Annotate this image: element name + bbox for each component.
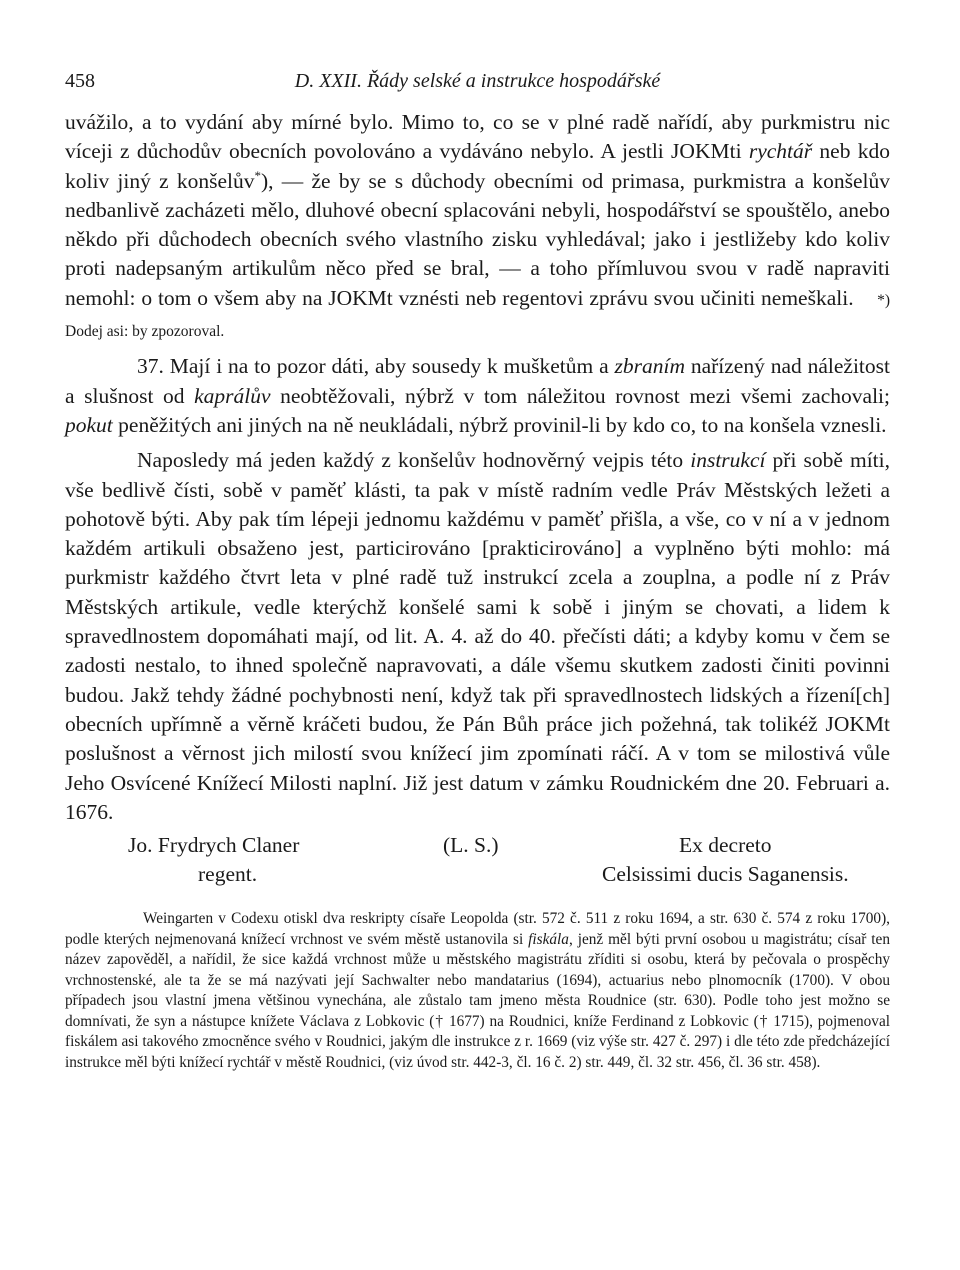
paragraph-continuation: uvážilo, a to vydání aby mírné bylo. Mimo to, co se v plné radě nařídí, aby purkmistru nic víceji z důchodův obecních povolováno a vydáváno nebylo. A jestli JOKMti rychtář neb kdo koliv jiný z konšelův*), — že by se s důchody obecními od primasa, purkmistra a konšelův nedbanlivě zacházeti mělo, dluhové obecní splacováni nebyli, hospodářství se spouštělo, anebo někdo při důchodech obecních svého vlastního zisku vyhledával; jako i jestližeby kdo koliv proti nadepsaným artikulům něco před se bral, — a toho přímluvou svou v radě napraviti nemohl: o tom o všem aby na JOKMt vznésti neb regentovi zprávu svou učiniti nemeškali. *) Dodej asi: by zpozoroval. — [65, 110, 891, 341]
italic-term: instrukcí — [690, 448, 766, 473]
footnote-marker: * — [254, 167, 262, 183]
page-number: 458 — [65, 70, 95, 92]
main-text — [65, 108, 890, 827]
signature-block — [65, 831, 890, 889]
book-page — [65, 58, 890, 1073]
inline-note: *) Dodej asi: by zpozoroval. — [65, 291, 890, 341]
italic-term: pokut — [65, 412, 113, 437]
italic-term: rychtář — [748, 139, 813, 164]
footnote: Weingarten v Codexu otiskl dva reskripty císaře Leopolda (str. 572 č. 511 z roku 1694, a str. 630 č. 574 z roku 1700), podle kterých nejmenovaná knížecí vrchnost ve svém městě ustanovila si fiskála, jenž měl býti první osobou u magistrátu; císař ten název zapověděl, a nařídil, že sice každá vrchnost může u městského magistrátu zříditi si osobu, která by pečovala o prospěchy vrchnostenské, ale ta že se má nazývati její Sachwalter nebo mandatarius (1694), actuarius nebo plnomocník (1700). V obou případech jsou vlastní jmena většinou vynechána, ale zůstalo tam jmeno města Roudnice (str. 630). Podle toho jest možno se domnívati, že syn a nástupce knížete Václava z Lobkovic († 1677) na Roudnici, kníže Ferdinand z Lobkovic († 1715), pojmenoval fiskálem asi takového zmocněnce svého v Roudnici, jakým dle instrukce z r. 1669 (viz výše str. 427 č. 297) i dle této zde předcházející instrukce měl býti knížecí rychtář v městě Roudnici, (viz úvod str. 442-3, čl. 16 č. 2) str. 449, čl. 32 str. 456, čl. 36 str. 458). — [65, 910, 890, 1071]
seal-mark: (L. S.) — [443, 833, 499, 858]
paragraph-37: 37. Mají i na to pozor dáti, aby sousedy k mušketům a zbraním nařízený nad náležitost a slušnost od kaprálův neobtěžovali, nýbrž v tom náležitou rovnost mezi všemi zachovali; pokut peněžitých ani jiných na ně neukládali, nýbrž provinil-li by kdo co, to na konšela vznesli. — [65, 354, 890, 437]
running-title: D. XXII. Řády selské a instrukce hospodářské — [294, 70, 661, 92]
paragraph-final: Naposledy má jeden každý z konšelův hodnověrný vejpis této instrukcí při sobě míti, vše bedlivě čísti, sobě v paměť klásti, ta pak v místě radním vedle Práv Městských ležeti a pohotově býti. Aby pak tím lépeji jednomu každému v paměť přišla, a vše, co v ní a v jednom každém artikuli obsaženo jest, particirováno [prakticirováno] a vyplněno býti mohlo: má purkmistr každého čtvrt leta v plné radě tuž instrukcí zcela a zouplna, a podle ní z Práv Městských artikule, vedle kterýchž konšelé sami k sobě i jiným se chovati, a lidem k spravedlnostem dopomáhati mají, od lit. A. 4. až do 40. přečísti dáti; a kdyby komu v čem se zadosti nestalo, to ihned společně napravovati, a dále všemu skutkem zadosti činiti povinni budou. Jakž tehdy žádné pochybnosti není, když tak při spravedlnostech lidských a řízení[ch] obecních upřímně a věrně kráčeti budou, že Pán Bůh práce jich požehná, tak tolikéž JOKMt poslušnost a věrnost jich milostí svou knížecí jim zpomínati ráčí. A v tom se milostivá vůle Jeho Osvícené Knížecí Milosti naplní. Již jest datum v zámku Roudnickém dne 20. Februari a. 1676. — [65, 448, 891, 824]
signatory-name: Jo. Frydrych Claner — [128, 833, 300, 858]
italic-term: kaprálův — [194, 383, 271, 408]
italic-term: fiskála — [528, 930, 569, 948]
page-header — [65, 58, 890, 98]
decree-line-1: Ex decreto — [679, 833, 772, 858]
italic-term: zbraním — [614, 354, 685, 379]
decree-line-2: Celsissimi ducis Saganensis. — [602, 862, 849, 887]
signatory-title: regent. — [198, 862, 258, 887]
